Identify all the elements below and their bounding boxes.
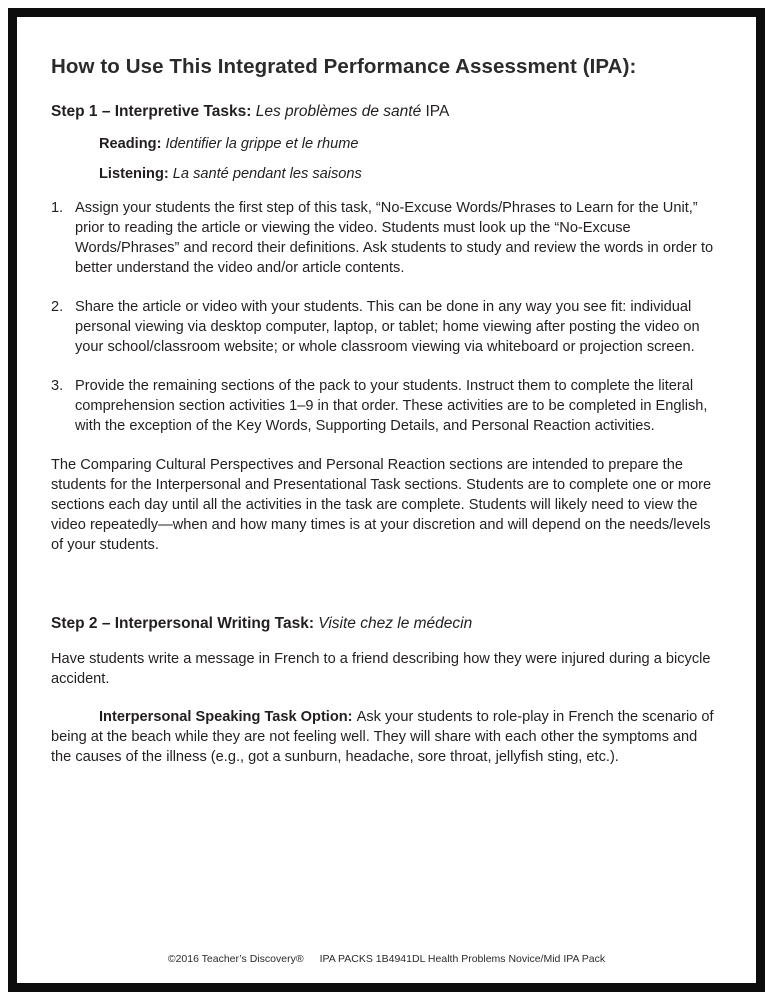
list-item-text: Share the article or video with your students. This can be done in any way you see fit: individual personal viewing via desktop computer, laptop, or tablet; home viewing after posting the video on your school/classroom website; or whole classroom viewing via whiteboard or projection screen. — [75, 299, 700, 355]
reading-line — [99, 136, 715, 152]
speaking-option-paragraph — [51, 707, 715, 767]
listening-line — [99, 166, 715, 182]
step2-title-italic: Visite chez le médecin — [318, 615, 473, 632]
list-item-number: 1. — [51, 200, 64, 216]
list-item — [51, 198, 715, 278]
speaking-option-label: Interpersonal Speaking Task Option: — [99, 709, 357, 725]
speaking-option-text: Ask your students to role-play in French the scenario of being at the beach while they are not feeling well. They will share with each other the symptoms and the causes of the illness (e.g., got a sunburn, headache, sore throat, jellyfish sting, etc.). — [51, 709, 714, 765]
list-item-number: 2. — [51, 299, 64, 315]
instruction-list — [51, 198, 715, 436]
step1-heading — [51, 103, 715, 121]
list-item-number: 3. — [51, 378, 64, 394]
step1-title-suffix: IPA — [421, 103, 450, 120]
step2-paragraph: Have students write a message in French to a friend describing how they were injured during a bicycle accident. — [51, 651, 711, 687]
page-title: How to Use This Integrated Performance Assessment (IPA): — [51, 55, 637, 78]
list-item — [51, 297, 715, 357]
step2-heading — [51, 615, 715, 633]
reading-value: Identifier la grippe et le rhume — [165, 136, 359, 152]
list-item-text: Assign your students the first step of this task, “No-Excuse Words/Phrases to Learn for the Unit,” prior to reading the article or viewing the video. Students must look up the “No-Excuse Words/Phrases” and record their definitions. Ask students to study and review the words in order to better understand the video and/or article contents. — [75, 200, 714, 276]
footer-copyright: ©2016 Teacher’s Discovery® — [167, 953, 304, 965]
list-item — [51, 376, 715, 436]
page-footer — [0, 953, 773, 965]
closing-paragraph: The Comparing Cultural Perspectives and Personal Reaction sections are intended to prepare the students for the Interpersonal and Presentational Task sections. Students are to complete one or more sections each day until all the activities in the task are complete. Students will likely need to view the video repeatedly—when and how many times is at your discretion and will depend on the needs/levels of your students. — [51, 457, 712, 553]
listening-value: La santé pendant les saisons — [172, 166, 362, 182]
step2-label: Step 2 – Interpersonal Writing Task: — [51, 615, 319, 632]
reading-label: Reading: — [99, 136, 166, 152]
listening-label: Listening: — [99, 166, 173, 182]
footer-pack-info: IPA PACKS 1B4941DL Health Problems Novice/Mid IPA Pack — [319, 953, 606, 965]
step1-label: Step 1 – Interpretive Tasks: — [51, 103, 256, 120]
list-item-text: Provide the remaining sections of the pack to your students. Instruct them to complete the literal comprehension section activities 1–9 in that order. These activities are to be completed in English, with the exception of the Key Words, Supporting Details, and Personal Reaction activities. — [75, 378, 708, 434]
step1-title-italic: Les problèmes de santé — [255, 103, 422, 120]
